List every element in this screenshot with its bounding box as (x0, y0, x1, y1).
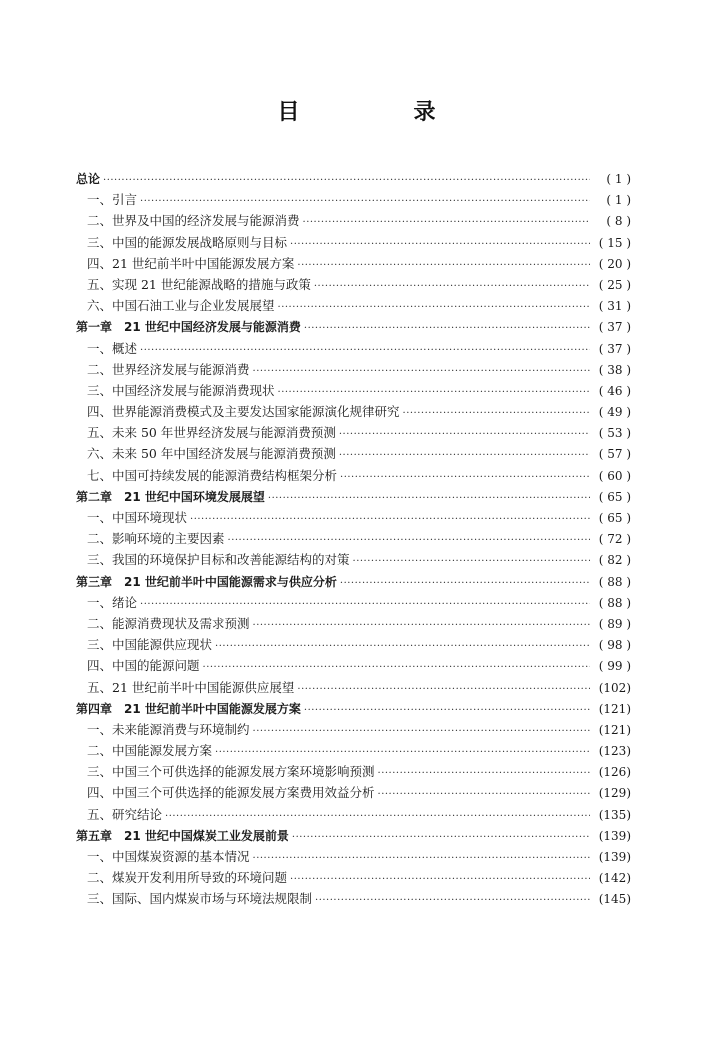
toc-entry-title: 第三章 21 世纪前半叶中国能源需求与供应分析 (76, 574, 337, 589)
toc-section-entry[interactable] (76, 613, 631, 634)
toc-entry-title: 一、引言 (87, 192, 138, 208)
toc-entry-title: 五、未来 50 年世界经济发展与能源消费预测 (87, 425, 336, 441)
toc-page-number: ( 57 ) (593, 444, 631, 465)
toc-page-number: ( 38 ) (593, 360, 631, 381)
toc-page-number: ( 121 ) (593, 699, 631, 720)
dot-leader (253, 846, 590, 869)
dot-leader (215, 740, 590, 763)
dot-leader (403, 401, 590, 424)
toc-chapter-entry[interactable] (76, 698, 631, 719)
dot-leader (297, 677, 590, 700)
toc-intro-entry[interactable] (76, 168, 631, 189)
dot-leader (304, 698, 590, 721)
toc-entry-title: 二、世界经济发展与能源消费 (87, 361, 250, 377)
dot-leader (190, 507, 590, 530)
dot-leader (278, 295, 590, 318)
dot-leader (140, 592, 590, 615)
dot-leader (290, 867, 590, 890)
toc-section-entry[interactable] (76, 401, 631, 422)
dot-leader (228, 528, 590, 551)
toc-section-entry[interactable] (76, 380, 631, 401)
dot-leader (165, 804, 590, 827)
dot-leader (378, 761, 590, 784)
toc-page-number: ( 25 ) (593, 275, 631, 296)
dot-leader (253, 719, 590, 742)
toc-entry-title: 五、研究结论 (87, 806, 163, 822)
dot-leader (304, 316, 590, 339)
toc-page-number: ( 121 ) (593, 720, 631, 741)
toc-entry-title: 三、中国的能源发展战略原则与目标 (87, 234, 288, 250)
toc-section-entry[interactable] (76, 677, 631, 698)
toc-section-entry[interactable] (76, 465, 631, 486)
toc-section-entry[interactable] (76, 189, 631, 210)
dot-leader (290, 232, 590, 255)
toc-section-entry[interactable] (76, 274, 631, 295)
dot-leader (378, 782, 590, 805)
toc-page-number: ( 98 ) (593, 635, 631, 656)
toc-entry-title: 六、未来 50 年中国经济发展与能源消费预测 (87, 446, 336, 462)
dot-leader (268, 486, 590, 509)
toc-page-number: ( 37 ) (593, 339, 631, 360)
toc-page-number: ( 145 ) (593, 889, 631, 910)
dot-leader (215, 634, 590, 657)
dot-leader (292, 825, 590, 848)
toc-entry-title: 二、中国能源发展方案 (87, 743, 213, 759)
toc-section-entry[interactable] (76, 719, 631, 740)
toc-page-number: ( 65 ) (593, 487, 631, 508)
toc-page-number: ( 8 ) (593, 211, 631, 232)
table-of-contents (76, 168, 631, 910)
toc-page-number: ( 82 ) (593, 550, 631, 571)
toc-entry-title: 二、煤炭开发利用所导致的环境问题 (87, 870, 288, 886)
toc-chapter-entry[interactable] (76, 571, 631, 592)
toc-entry-title: 一、未来能源消费与环境制约 (87, 721, 250, 737)
toc-entry-title: 第二章 21 世纪中国环境发展展望 (76, 489, 265, 504)
dot-leader (315, 888, 590, 911)
dot-leader (203, 655, 590, 678)
toc-entry-title: 四、21 世纪前半叶中国能源发展方案 (87, 255, 295, 271)
toc-entry-title: 四、世界能源消费模式及主要发达国家能源演化规律研究 (87, 404, 400, 420)
toc-entry-title: 四、中国的能源问题 (87, 658, 200, 674)
toc-section-entry[interactable] (76, 867, 631, 888)
toc-page-number: ( 49 ) (593, 402, 631, 423)
toc-entry-title: 三、国际、国内煤炭市场与环境法规限制 (87, 891, 313, 907)
toc-page-number: ( 88 ) (593, 572, 631, 593)
dot-leader (303, 210, 590, 233)
dot-leader (297, 253, 590, 276)
toc-section-entry[interactable] (76, 295, 631, 316)
toc-section-entry[interactable] (76, 782, 631, 803)
toc-page-number: ( 142 ) (593, 868, 631, 889)
toc-entry-title: 二、世界及中国的经济发展与能源消费 (87, 213, 300, 229)
toc-section-entry[interactable] (76, 592, 631, 613)
dot-leader (314, 274, 590, 297)
toc-section-entry[interactable] (76, 804, 631, 825)
toc-section-entry[interactable] (76, 846, 631, 867)
toc-entry-title: 第一章 21 世纪中国经济发展与能源消费 (76, 320, 301, 335)
toc-page-number: ( 123 ) (593, 741, 631, 762)
toc-section-entry[interactable] (76, 443, 631, 464)
toc-entry-title: 三、我国的环境保护目标和改善能源结构的对策 (87, 552, 350, 568)
toc-entry-title: 五、实现 21 世纪能源战略的措施与政策 (87, 276, 311, 292)
dot-leader (339, 443, 590, 466)
toc-entry-title: 一、中国环境现状 (87, 510, 188, 525)
toc-page-number: ( 46 ) (593, 381, 631, 402)
dot-leader (140, 338, 590, 361)
toc-section-entry[interactable] (76, 655, 631, 676)
toc-section-entry[interactable] (76, 422, 631, 443)
toc-page-number: ( 1 ) (593, 190, 631, 211)
toc-section-entry[interactable] (76, 507, 631, 528)
toc-chapter-entry[interactable] (76, 825, 631, 846)
toc-entry-title: 三、中国三个可供选择的能源发展方案环境影响预测 (87, 764, 375, 780)
toc-entry-title: 一、概述 (87, 340, 138, 356)
toc-chapter-entry[interactable] (76, 316, 631, 337)
toc-page-number: ( 15 ) (593, 233, 631, 254)
toc-page-number: ( 139 ) (593, 847, 631, 868)
toc-page-number: ( 65 ) (593, 508, 631, 529)
toc-entry-title: 总论 (76, 172, 101, 186)
toc-entry-title: 三、中国经济发展与能源消费现状 (87, 382, 275, 398)
dot-leader (340, 465, 590, 488)
toc-chapter-entry[interactable] (76, 486, 631, 507)
toc-page-number: ( 102 ) (593, 678, 631, 699)
toc-section-entry[interactable] (76, 761, 631, 782)
toc-page-number: ( 99 ) (593, 656, 631, 677)
toc-page-number: ( 129 ) (593, 783, 631, 804)
toc-page-number: ( 1 ) (593, 169, 631, 190)
toc-entry-title: 七、中国可持续发展的能源消费结构框架分析 (87, 467, 338, 483)
toc-section-entry[interactable] (76, 338, 631, 359)
toc-page-number: ( 53 ) (593, 423, 631, 444)
toc-section-entry[interactable] (76, 210, 631, 231)
toc-section-entry[interactable] (76, 253, 631, 274)
toc-section-entry[interactable] (76, 359, 631, 380)
dot-leader (353, 549, 590, 572)
toc-entry-title: 五、21 世纪前半叶中国能源供应展望 (87, 679, 295, 695)
dot-leader (140, 189, 590, 212)
toc-section-entry[interactable] (76, 888, 631, 909)
toc-page-number: ( 126 ) (593, 762, 631, 783)
toc-page-number: ( 31 ) (593, 296, 631, 317)
dot-leader (340, 571, 590, 594)
dot-leader (253, 613, 590, 636)
toc-entry-title: 三、中国能源供应现状 (87, 637, 213, 653)
dot-leader (103, 168, 590, 191)
toc-section-entry[interactable] (76, 634, 631, 655)
toc-section-entry[interactable] (76, 528, 631, 549)
page-title: 目 录 (277, 100, 482, 125)
toc-page-number: ( 88 ) (593, 593, 631, 614)
toc-entry-title: 一、绪论 (87, 594, 138, 610)
toc-page-number: ( 139 ) (593, 826, 631, 847)
toc-page-number: ( 89 ) (593, 614, 631, 635)
toc-section-entry[interactable] (76, 740, 631, 761)
toc-section-entry[interactable] (76, 549, 631, 570)
dot-leader (278, 380, 590, 403)
toc-page-number: ( 135 ) (593, 805, 631, 826)
toc-entry-title: 二、影响环境的主要因素 (87, 531, 225, 547)
dot-leader (253, 359, 590, 382)
toc-page-number: ( 20 ) (593, 254, 631, 275)
toc-page-number: ( 60 ) (593, 466, 631, 487)
toc-entry-title: 一、中国煤炭资源的基本情况 (87, 849, 250, 864)
toc-page-number: ( 37 ) (593, 317, 631, 338)
toc-section-entry[interactable] (76, 232, 631, 253)
toc-entry-title: 四、中国三个可供选择的能源发展方案费用效益分析 (87, 785, 375, 801)
dot-leader (339, 422, 590, 445)
toc-entry-title: 第五章 21 世纪中国煤炭工业发展前景 (76, 828, 289, 843)
toc-page-number: ( 72 ) (593, 529, 631, 550)
toc-entry-title: 六、中国石油工业与企业发展展望 (87, 298, 275, 314)
toc-entry-title: 第四章 21 世纪前半叶中国能源发展方案 (76, 701, 301, 716)
toc-entry-title: 二、能源消费现状及需求预测 (87, 615, 250, 631)
